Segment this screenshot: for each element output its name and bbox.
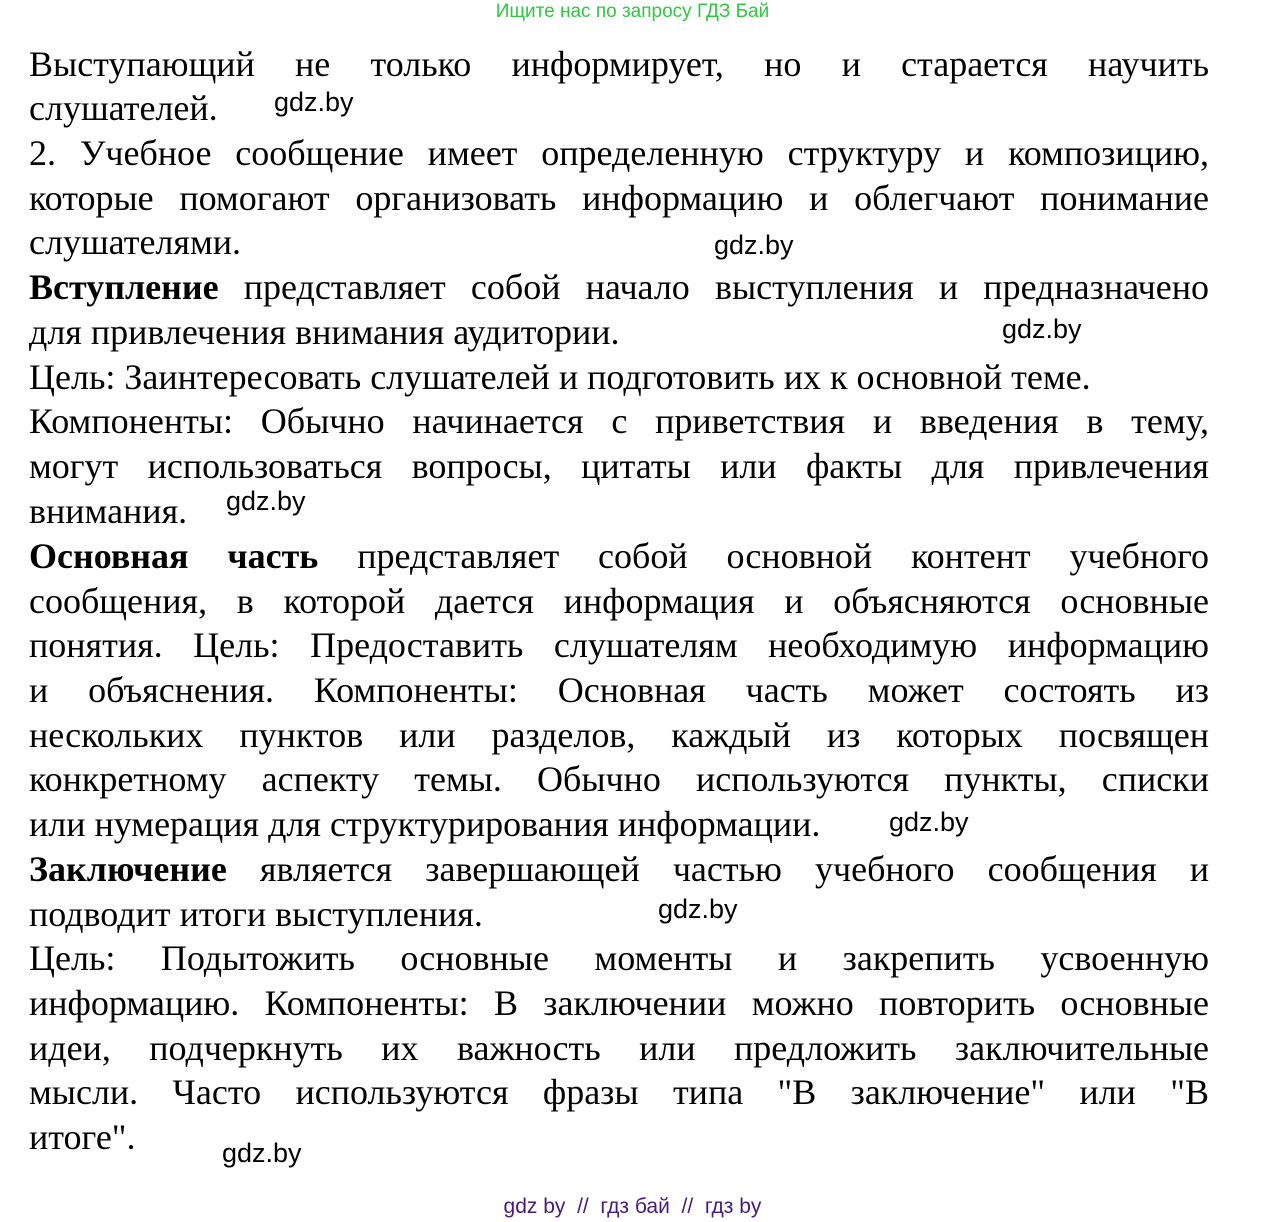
text-line: понятия. Цель: Предоставить слушателям необходимую информацию (29, 625, 1209, 665)
text-line: или нумерация для структурирования информации. (29, 804, 821, 844)
text-line: и объяснения. Компоненты: Основная часть может состоять из (29, 670, 1209, 710)
watermark: gdz.by (222, 1138, 302, 1168)
text-line: конкретному аспекту темы. Обычно используются пункты, списки (29, 759, 1209, 799)
text-line: слушателями. (29, 222, 241, 262)
text-line: Компоненты: Обычно начинается с приветствия и введения в тему, (29, 401, 1209, 441)
watermark: gdz.by (1002, 314, 1082, 344)
text-line: которые помогают организовать информацию и облегчают понимание (29, 178, 1209, 218)
section-heading-conclusion: Заключение (29, 849, 227, 889)
text-line: идеи, подчеркнуть их важность или предложить заключительные (29, 1028, 1209, 1068)
text-line: могут использоваться вопросы, цитаты или факты для привлечения (29, 446, 1209, 486)
text-line: информацию. Компоненты: В заключении можно повторить основные (29, 983, 1209, 1023)
section-heading-main: Основная часть (29, 536, 319, 576)
text-line: сообщения, в которой дается информация и объясняются основные (29, 581, 1209, 621)
text-line: нескольких пунктов или разделов, каждый из которых посвящен (29, 715, 1209, 755)
text-line: слушателей. (29, 88, 218, 128)
watermark: gdz.by (714, 230, 794, 260)
watermark: gdz.by (658, 894, 738, 924)
text-line: 2. Учебное сообщение имеет определенную структуру и композицию, (29, 133, 1209, 173)
text-line: для привлечения внимания аудитории. (29, 312, 620, 352)
section-heading-intro: Вступление (29, 267, 219, 307)
text-line: Вступление представляет собой начало выступления и предназначено (29, 267, 1209, 307)
watermark: gdz.by (226, 486, 306, 516)
text-line: мысли. Часто используются фразы типа "В заключение" или "В (29, 1072, 1209, 1112)
watermark: gdz.by (274, 87, 354, 117)
text-line: подводит итоги выступления. (29, 894, 483, 934)
text-line: Выступающий не только информирует, но и старается научить (29, 44, 1209, 84)
text-line: внимания. (29, 491, 188, 531)
text-line: итоге". (29, 1117, 136, 1157)
text-line: Основная часть представляет собой основной контент учебного (29, 536, 1209, 576)
text-line: Цель: Заинтересовать слушателей и подготовить их к основной теме. (29, 357, 1091, 397)
footer-links: gdz by // гдз бай // гдз by (503, 1195, 762, 1218)
text-line: Заключение является завершающей частью учебного сообщения и (29, 849, 1209, 889)
text-line: Цель: Подытожить основные моменты и закрепить усвоенную (29, 938, 1209, 978)
watermark: gdz.by (889, 807, 969, 837)
search-hint-banner: Ищите нас по запросу ГДЗ Бай (495, 1, 770, 22)
